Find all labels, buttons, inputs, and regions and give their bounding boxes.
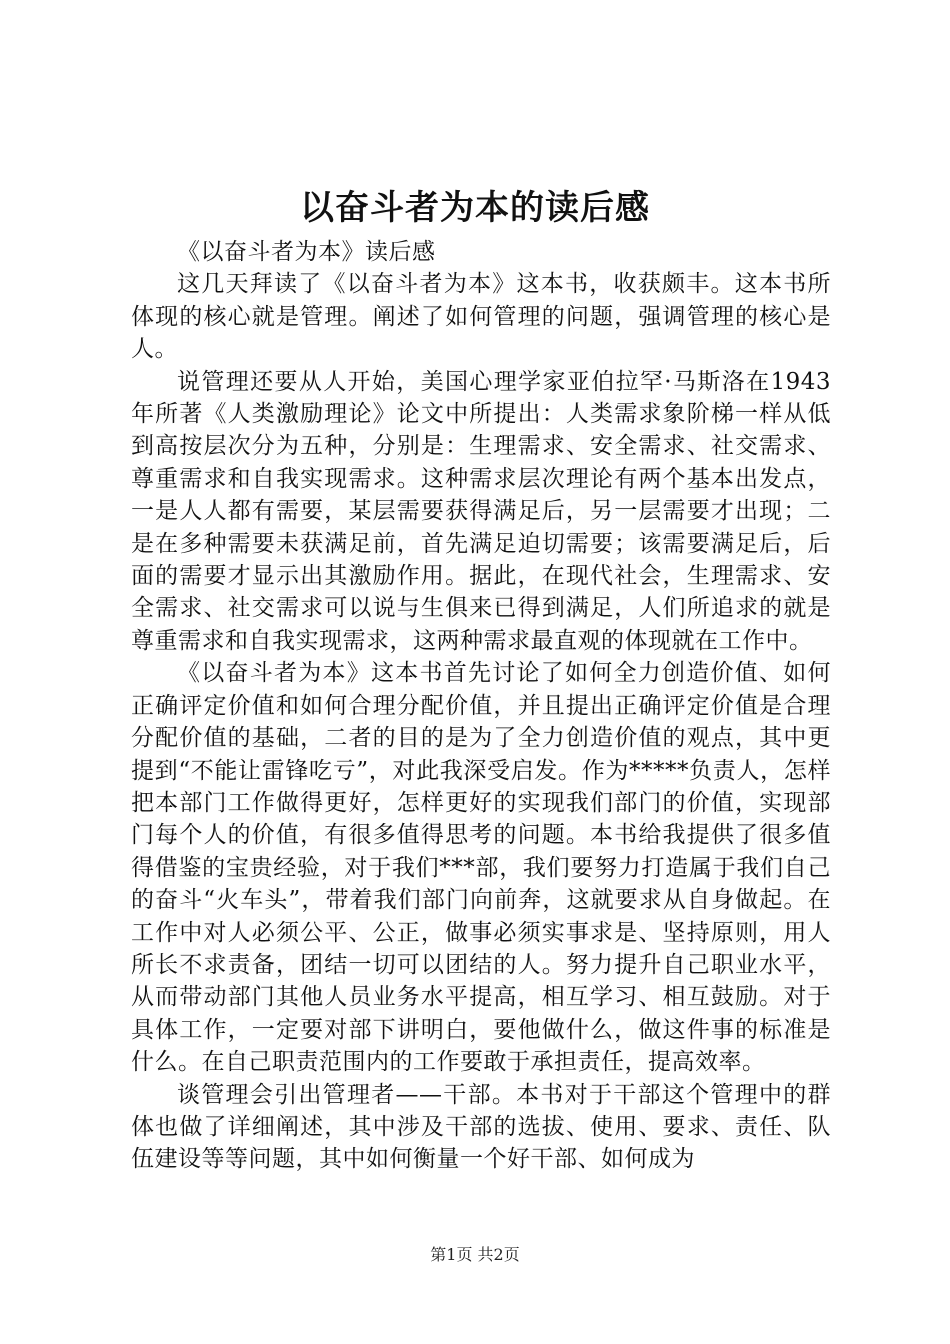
paragraph-subtitle: 《以奋斗者为本》读后感 <box>177 239 436 265</box>
paragraph-intro: 这几天拜读了《以奋斗者为本》这本书，收获颇丰。这本书所体现的核心就是管理。阐述了如何管理的问题，强调管理的核心是人。 <box>131 271 831 363</box>
page-footer: 第1页 共2页 <box>430 1245 520 1264</box>
paragraph-maslow: 说管理还要从人开始，美国心理学家亚伯拉罕·马斯洛在1943年所著《人类激励理论》论文中所提出：人类需求象阶梯一样从低到高按层次分为五种，分别是：生理需求、安全需求、社交需求、尊重需求和自我实现需求。这种需求层次理论有两个基本出发点，一是人人都有需要，某层需要获得满足后，另一层需要才出现；二是在多种需要未获满足前，首先满足迫切需要；该需要满足后，后面的需要才显示出其激励作用。据此，在现代社会，生理需求、安全需求、社交需求可以说与生俱来已得到满足，人们所追求的就是尊重需求和自我实现需求，这两种需求最直观的体现就在工作中。 <box>131 368 831 654</box>
paragraph-cadres: 谈管理会引出管理者——干部。本书对于干部这个管理中的群体也做了详细阐述，其中涉及干部的选拔、使用、要求、责任、队伍建设等等问题，其中如何衡量一个好干部、如何成为 <box>131 1081 831 1173</box>
paragraph-value: 《以奋斗者为本》这本书首先讨论了如何全力创造价值、如何正确评定价值和如何合理分配价值，并且提出正确评定价值是合理分配价值的基础，二者的目的是为了全力创造价值的观点，其中更提到“不能让雷锋吃亏”，对此我深受启发。作为*****负责人，怎样把本部门工作做得更好，怎样更好的实现我们部门的价值，实现部门每个人的价值，有很多值得思考的问题。本书给我提供了很多值得借鉴的宝贵经验，对于我们***部，我们要努力打造属于我们自己的奋斗“火车头”，带着我们部门向前奔，这就要求从自身做起。在工作中对人必须公平、公正，做事必须实事求是、坚持原则，用人所长不求责备，团结一切可以团结的人。努力提升自己职业水平，从而带动部门其他人员业务水平提高，相互学习、相互鼓励。对于具体工作，一定要对部下讲明白，要他做什么，做这件事的标准是什么。在自己职责范围内的工作要敢于承担责任，提高效率。 <box>131 660 831 1076</box>
document-title: 以奋斗者为本的读后感 <box>300 188 650 228</box>
document-body <box>131 236 831 1176</box>
